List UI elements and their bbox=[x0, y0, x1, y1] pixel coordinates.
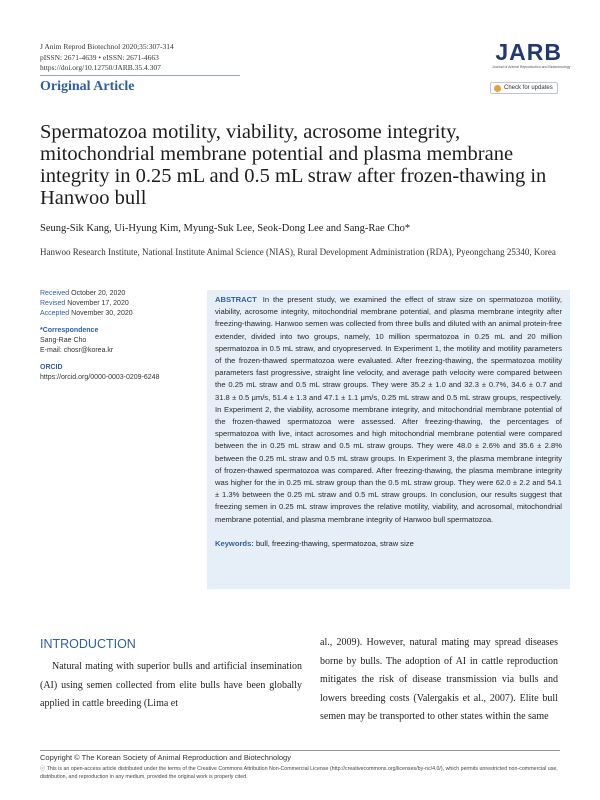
article-title: Spermatozoa motility, viability, acrosome integrity, mitochondrial membrane potential and plasma membrane integrity in 0.25 mL and 0.5 mL straw after frozen-thawing in Hanwoo bull bbox=[40, 121, 547, 209]
copyright-notice: Copyright © The Korean Society of Animal Reproduction and Biotechnology bbox=[40, 753, 291, 762]
logo-subtitle: Journal of Animal Reproduction and Biotechnology bbox=[492, 65, 571, 69]
journal-logo bbox=[492, 39, 571, 69]
keywords bbox=[215, 538, 562, 549]
footer-divider bbox=[40, 750, 560, 751]
correspondent-email[interactable]: E-mail: chosr@korea.kr bbox=[40, 347, 114, 354]
cc-icon: ⓒ bbox=[40, 766, 46, 772]
logo-text: JARB bbox=[495, 39, 562, 65]
keywords-label: Keywords: bbox=[215, 538, 254, 548]
article-info-sidebar bbox=[40, 289, 205, 383]
introduction-heading: INTRODUCTION bbox=[40, 637, 136, 651]
orcid-link[interactable]: https://orcid.org/0000-0003-0209-6248 bbox=[40, 374, 160, 381]
check-for-updates-button[interactable] bbox=[490, 82, 558, 94]
orcid-label: ORCID bbox=[40, 364, 63, 371]
accepted-date: Accepted November 30, 2020 bbox=[40, 310, 133, 317]
affiliation: Hanwoo Research Institute, National Institute Animal Science (NIAS), Rural Development Administration (RDA), Pyeongchang 25340, Korea bbox=[40, 247, 556, 257]
journal-meta bbox=[40, 42, 174, 74]
body-column-right bbox=[320, 634, 558, 727]
header-divider bbox=[40, 75, 240, 76]
intro-paragraph-right: al., 2009). However, natural mating may spread diseases borne by bulls. The adoption of AI in cattle reproduction mitigates the risk of disease transmission via bulls and lowers breeding costs (Valergakis et al., 2007). Elite bull semen may be transported to other states within the same bbox=[320, 637, 558, 723]
issn: pISSN: 2671-4639 • eISSN: 2671-4663 bbox=[40, 52, 159, 62]
doi-link[interactable]: https://doi.org/10.12750/JARB.35.4.307 bbox=[40, 63, 161, 72]
received-date: Received October 20, 2020 bbox=[40, 290, 126, 297]
revised-date: Revised November 17, 2020 bbox=[40, 300, 129, 307]
abstract-box bbox=[207, 290, 570, 589]
correspondent-name: Sang-Rae Cho bbox=[40, 337, 87, 344]
license-notice bbox=[40, 765, 560, 781]
abstract-text: In the present study, we examined the effect of straw size on spermatozoa motility, viability, acrosome integrity, mitochondrial membrane potential, and plasma membrane integrity after freezing-thawing. Hanwoo semen was collected from three bulls and diluted with an animal protein-free extender, divided into two groups, namely, 10 million spermatozoa in 0.25 mL and 20 million spermatozoa in 0.5 mL straw, and cryopreserved. In Experiment 1, the motility and motility parameters of the frozen-thawed spermatozoa were evaluated. After freezing-thawing, the spermatozoa motility parameters fast progressive, straight line velocity, and average path velocity were compared between the 0.25 mL straw and 0.5 mL straw groups. They were 35.2 ± 1.0 and 32.3 ± 0.7%, 34.6 ± 0.7 and 31.8 ± 0.5 μm/s, 51.4 ± 1.3 and 47.1 ± 1.1 μm/s, 0.25 mL straw and 0.5 mL straw groups, respectively. In Experiment 2, the viability, acrosome membrane integrity, and mitochondrial membrane potential of the frozen-thawed spermatozoa were assessed. After freezing-thawing, the percentages of spermatozoa with live, intact acrosomes and high mitochondrial membrane potential were compared between the in 0.25 mL straw and 0.5 mL straw groups. They were 48.0 ± 2.6% and 35.6 ± 2.8% between the 0.25 mL straw and 0.5 mL straw groups. In Experiment 3, the plasma membrane integrity of frozen-thawed spermatozoa was compared. After freezing-thawing, the plasma membrane integrity was higher for the in 0.25 mL straw group than the 0.5 mL straw group. They were 62.0 ± 2.2 and 54.1 ± 1.3% between the 0.25 mL straw and 0.5 mL straw groups. In conclusion, our results suggest that freezing semen in 0.25 mL straw improves the relative motility, viability, and acrosomal, mitochondrial membrane potential, and plasma membrane integrity of Hanwoo bull spermatozoa. bbox=[215, 295, 562, 524]
abstract bbox=[215, 294, 562, 526]
abstract-label: ABSTRACT bbox=[215, 295, 257, 304]
correspondence-label: *Correspondence bbox=[40, 327, 99, 334]
article-type: Original Article bbox=[40, 79, 135, 94]
license-text: This is an open-access article distributed under the terms of the Creative Commons Attribution Non-Commercial License (http://creativecommons.org/licenses/by-nc/4.0/), which permits unrestricted non-commercial use, distribution, and reproduction in any medium, provided the original work is properly cited. bbox=[40, 766, 558, 780]
check-for-updates-label: Check for updates bbox=[504, 85, 553, 91]
body-column-left bbox=[40, 658, 302, 714]
intro-paragraph-left: Natural mating with superior bulls and artificial insemination (AI) using semen collected from elite bulls have been globally applied in cattle breeding (Lima et bbox=[40, 661, 302, 710]
author-list: Seung-Sik Kang, Ui-Hyung Kim, Myung-Suk Lee, Seok-Dong Lee and Sang-Rae Cho* bbox=[40, 223, 411, 234]
journal-reference: J Anim Reprod Biotechnol 2020;35:307-314 bbox=[40, 42, 174, 51]
update-badge-icon bbox=[494, 85, 501, 92]
keywords-list: bull, freezing-thawing, spermatozoa, straw size bbox=[255, 538, 414, 548]
